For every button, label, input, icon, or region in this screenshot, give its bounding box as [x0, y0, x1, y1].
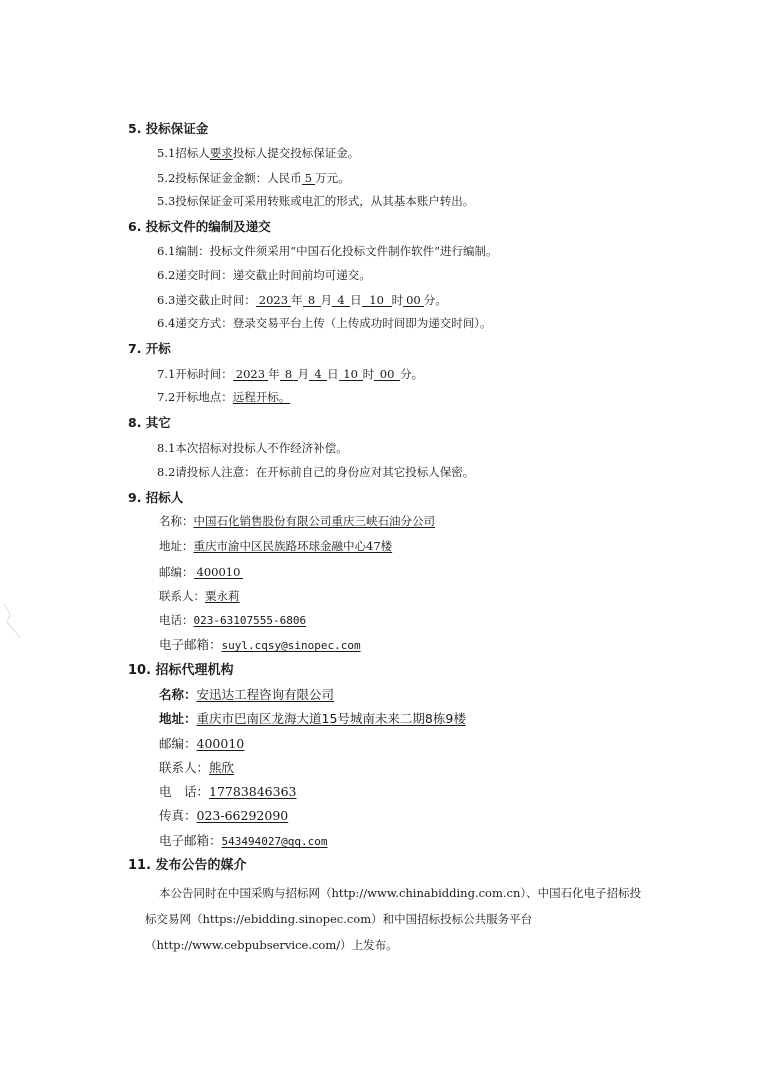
section-5-3: 5.3投标保证金可采用转账或电汇的形式，从其基本账户转出。 [157, 194, 475, 208]
section-6-heading: 6. 投标文件的编制及递交 [128, 219, 271, 234]
section-11-heading: 11. 发布公告的媒介 [128, 858, 247, 873]
tenderer-email: 电子邮箱：suyl.cqsy@sinopec.com [159, 637, 361, 652]
agency-contact: 联系人：熊欣 [159, 760, 235, 775]
agency-address: 地址：重庆市巴南区龙海大道15号城南未来二期8栋9楼 [159, 711, 466, 726]
section-10-heading: 10. 招标代理机构 [128, 663, 234, 678]
section-5-2: 5.2投标保证金金额：人民币 5 万元。 [157, 171, 350, 185]
section-7-1: 7.1开标时间： 2023 年 8 月 4 日 10 时 00 分。 [157, 367, 424, 381]
section-5-1: 5.1招标人要求投标人提交投标保证金。 [157, 146, 360, 160]
section-8-heading: 8. 其它 [128, 415, 171, 430]
section-9-heading: 9. 招标人 [128, 490, 184, 505]
section-6-2: 6.2递交时间：递交截止时间前均可递交。 [157, 268, 371, 282]
scan-artifact [2, 600, 24, 640]
section-8-2: 8.2请投标人注意：在开标前自己的身份应对其它投标人保密。 [157, 465, 475, 479]
agency-phone: 电 话：17783846363 [159, 784, 297, 799]
section-6-1: 6.1编制：投标文件须采用“中国石化投标文件制作软件”进行编制。 [157, 244, 498, 258]
tenderer-address: 地址：重庆市渝中区民族路环球金融中心47楼 [159, 539, 393, 553]
tenderer-name: 名称：中国石化销售股份有限公司重庆三峡石油分公司 [159, 514, 435, 528]
section-5-heading: 5. 投标保证金 [128, 121, 209, 136]
section-7-2: 7.2开标地点：远程开标。 [157, 390, 291, 404]
tenderer-contact: 联系人：粟永莉 [159, 589, 240, 603]
section-6-4: 6.4递交方式：登录交易平台上传（上传成功时间即为递交时间）。 [157, 316, 492, 330]
agency-zip: 邮编：400010 [159, 736, 245, 751]
tenderer-phone: 电话：023-63107555-6806 [159, 613, 307, 627]
agency-fax: 传真：023-66292090 [159, 808, 289, 823]
section-6-3: 6.3递交截止时间： 2023 年 8 月 4 日 10 时 00 分。 [157, 293, 447, 307]
agency-email: 电子邮箱：543494027@qq.com [159, 833, 328, 848]
media-paragraph: 本公告同时在中国采购与招标网（http://www.chinabidding.com.cn）、中国石化电子招标投标交易网（https://ebidding.sinopec.com）和中国招标投标公共服务平台（http://www.cebpubservice.com/）上发布。 [145, 886, 642, 952]
section-8-1: 8.1本次招标对投标人不作经济补偿。 [157, 441, 348, 455]
agency-name: 名称：安迅达工程咨询有限公司 [159, 687, 335, 702]
section-7-heading: 7. 开标 [128, 341, 171, 356]
tenderer-zip: 邮编： 400010 [159, 566, 243, 579]
